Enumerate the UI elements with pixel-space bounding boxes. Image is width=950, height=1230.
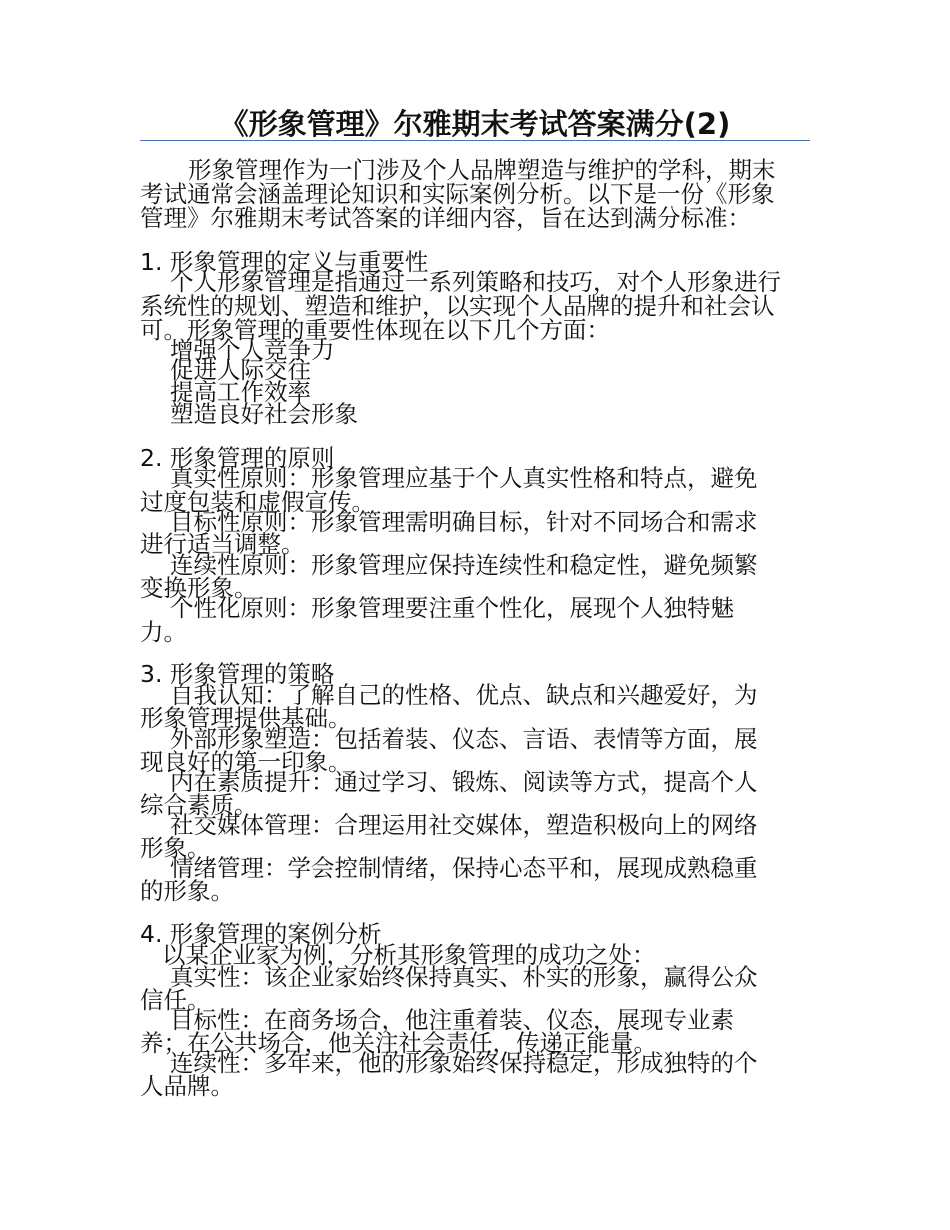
body-line: 以某企业家为例，分析其形象管理的成功之处：: [162, 941, 656, 969]
body-line: 形象管理提供基础。: [140, 704, 352, 732]
body-line: 系统性的规划、塑造和维护，以实现个人品牌的提升和社会认: [140, 292, 775, 320]
body-line: 情绪管理：学会控制情绪，保持心态平和，展现成熟稳重: [170, 854, 758, 882]
body-line: 自我认知：了解自己的性格、优点、缺点和兴趣爱好，为: [170, 681, 758, 709]
body-line: 力。: [140, 618, 187, 646]
body-line: 综合素质。: [140, 791, 258, 819]
body-line: 内在素质提升：通过学习、锻炼、阅读等方式，提高个人: [170, 768, 758, 796]
body-line: 个性化原则：形象管理要注重个性化，展现个人独特魅: [170, 594, 734, 622]
body-line: 目标性：在商务场合，他注重着装、仪态，展现专业素: [170, 1006, 734, 1034]
section-heading: 2. 形象管理的原则: [140, 444, 335, 472]
body-line: 形象。: [140, 834, 211, 862]
intro-line: 形象管理作为一门涉及个人品牌塑造与维护的学科，期末: [188, 156, 776, 184]
body-line: 人品牌。: [140, 1072, 234, 1100]
body-line: 可。形象管理的重要性体现在以下几个方面：: [140, 316, 610, 344]
title-underline: [140, 140, 810, 141]
intro-line: 考试通常会涵盖理论知识和实际案例分析。以下是一份《形象: [140, 180, 775, 208]
document-title: 《形象管理》尔雅期末考试答案满分(2): [219, 107, 731, 141]
list-item: 促进人际交往: [170, 356, 311, 384]
intro-line: 管理》尔雅期末考试答案的详细内容，旨在达到满分标准：: [140, 204, 751, 232]
body-line: 进行适当调整。: [140, 530, 305, 558]
body-line: 外部形象塑造：包括着装、仪态、言语、表情等方面，展: [170, 725, 758, 753]
section-heading: 3. 形象管理的策略: [140, 660, 335, 688]
body-line: 真实性：该企业家始终保持真实、朴实的形象，赢得公众: [170, 963, 758, 991]
body-line: 个人形象管理是指通过一系列策略和技巧，对个人形象进行: [170, 268, 781, 296]
body-line: 信任。: [140, 986, 211, 1014]
body-line: 过度包装和虚假宣传。: [140, 488, 375, 516]
body-line: 连续性原则：形象管理应保持连续性和稳定性，避免频繁: [170, 551, 758, 579]
section-heading: 1. 形象管理的定义与重要性: [140, 248, 429, 276]
list-item: 塑造良好社会形象: [170, 400, 358, 428]
body-line: 养；在公共场合，他关注社会责任，传递正能量。: [140, 1029, 657, 1057]
body-line: 真实性原则：形象管理应基于个人真实性格和特点，避免: [170, 464, 758, 492]
body-line: 连续性：多年来，他的形象始终保持稳定，形成独特的个: [170, 1049, 758, 1077]
body-line: 目标性原则：形象管理需明确目标，针对不同场合和需求: [170, 508, 758, 536]
body-line: 变换形象。: [140, 574, 258, 602]
body-line: 现良好的第一印象。: [140, 748, 352, 776]
body-line: 社交媒体管理：合理运用社交媒体，塑造积极向上的网络: [170, 811, 758, 839]
list-item: 提高工作效率: [170, 378, 311, 406]
section-heading: 4. 形象管理的案例分析: [140, 920, 382, 948]
body-line: 的形象。: [140, 877, 234, 905]
list-item: 增强个人竞争力: [170, 336, 335, 364]
